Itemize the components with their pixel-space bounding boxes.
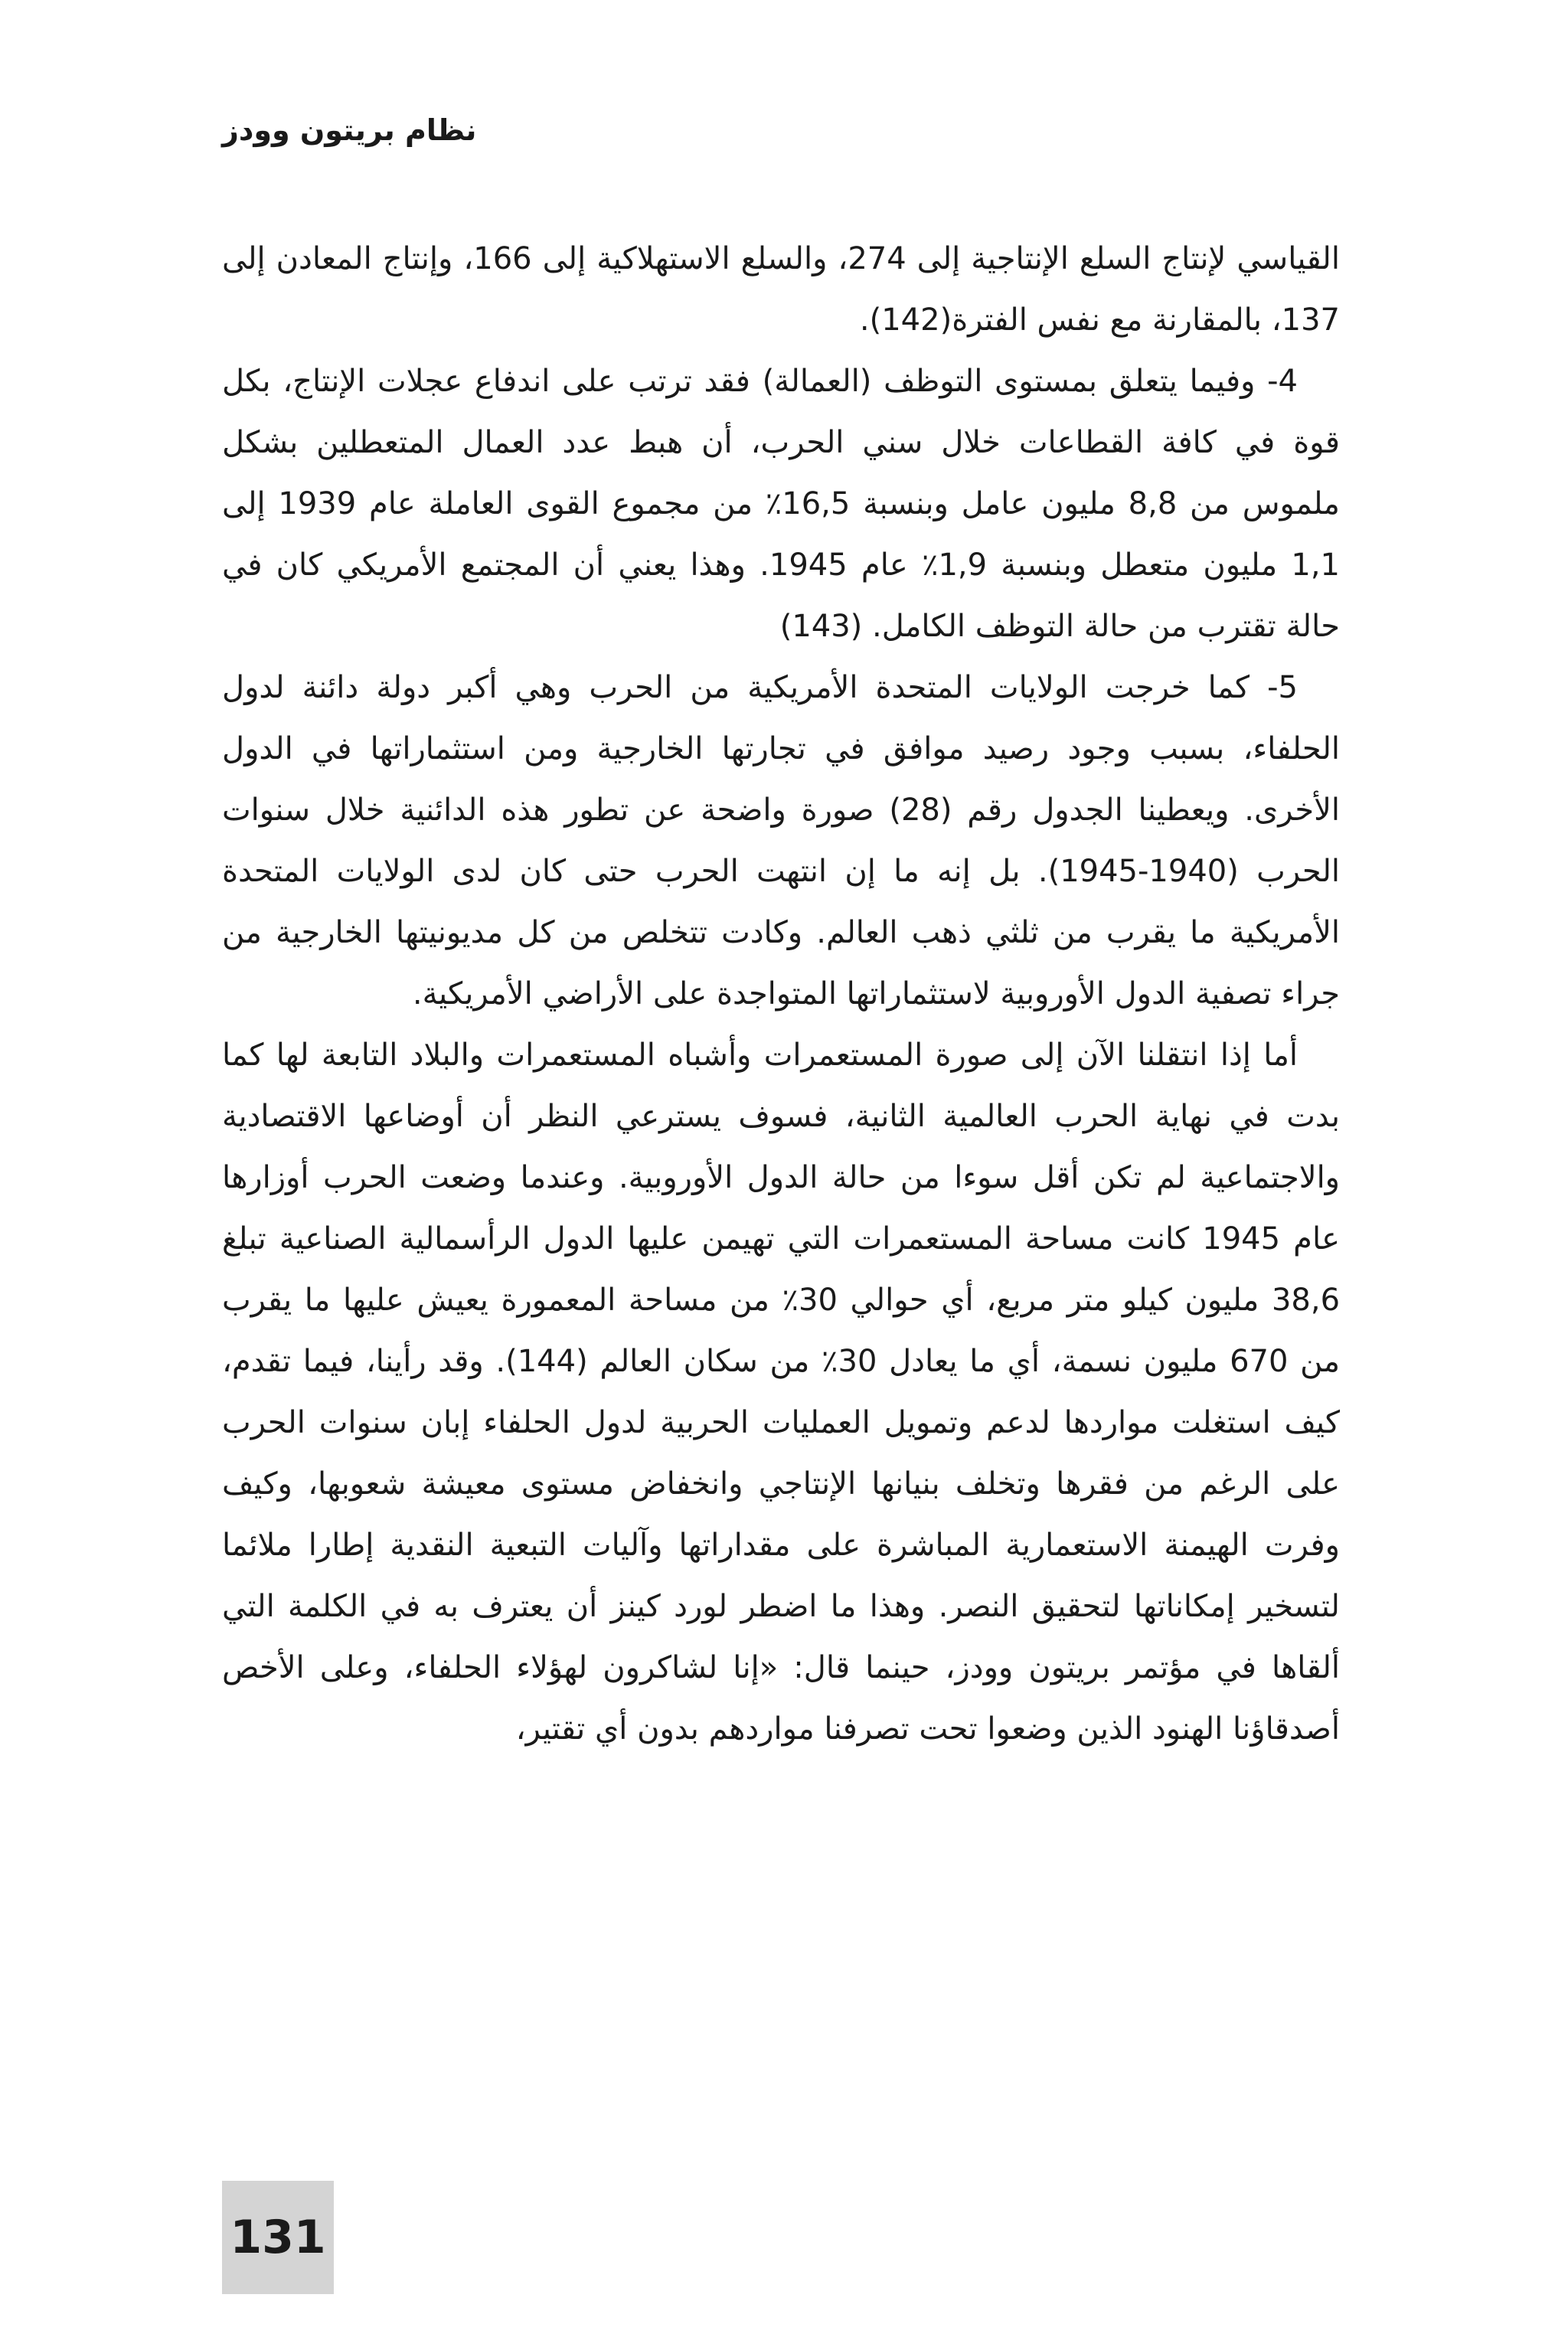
page-number-box [222, 2181, 334, 2294]
paragraph-creditor-status: 5- كما خرجت الولايات المتحدة الأمريكية من الحرب وهي أكبر دولة دائنة لدول الحلفاء، بسبب وجود رصيد موافق في تجارتها الخارجية ومن استثماراتها في الدول الأخرى. ويعطينا الجدول رقم (28) صورة واضحة عن تطور هذه الدائنية خلال سنوات الحرب (1940-1945). بل إنه ما إن انتهت الحرب حتى كان لدى الولايات المتحدة الأمريكية ما يقرب من ثلثي ذهب العالم. وكادت تتخلص من كل مديونيتها الخارجية من جراء تصفية الدول الأوروبية لاستثماراتها المتواجدة على الأراضي الأمريكية. [222, 670, 1340, 1012]
running-header-title: نظام بريتون وودز [222, 113, 477, 147]
page-number: 131 [230, 2211, 326, 2264]
paragraph-employment: 4- وفيما يتعلق بمستوى التوظف (العمالة) فقد ترتب على اندفاع عجلات الإنتاج، بكل قوة في كافة القطاعات خلال سني الحرب، أن هبط عدد العمال المتعطلين بشكل ملموس من 8,8 مليون عامل وبنسبة 16,5٪ من مجموع القوى العاملة عام 1939 إلى 1,1 مليون متعطل وبنسبة 1,9٪ عام 1945. وهذا يعني أن المجتمع الأمريكي كان في حالة تقترب من حالة التوظف الكامل. (143) [222, 364, 1340, 644]
paragraph-colonies: أما إذا انتقلنا الآن إلى صورة المستعمرات وأشباه المستعمرات والبلاد التابعة لها كما بدت في نهاية الحرب العالمية الثانية، فسوف يسترعي النظر أن أوضاعها الاقتصادية والاجتماعية لم تكن أقل سوءا من حالة الدول الأوروبية. وعندما وضعت الحرب أوزارها عام 1945 كانت مساحة المستعمرات التي تهيمن عليها الدول الرأسمالية الصناعية تبلغ 38,6 مليون كيلو متر مربع، أي حوالي 30٪ من مساحة المعمورة يعيش عليها ما يقرب من 670 مليون نسمة، أي ما يعادل 30٪ من سكان العالم (144). وقد رأينا، فيما تقدم، كيف استغلت مواردها لدعم وتمويل العمليات الحربية لدول الحلفاء إبان سنوات الحرب على الرغم من فقرها وتخلف بنيانها الإنتاجي وانخفاض مستوى معيشة شعوبها، وكيف وفرت الهيمنة الاستعمارية المباشرة على مقداراتها وآليات التبعية النقدية إطارا ملائما لتسخير إمكاناتها لتحقيق النصر. وهذا ما اضطر لورد كينز أن يعترف به في الكلمة التي ألقاها في مؤتمر بريتون وودز، حينما قال: «إنا لشاكرون لهؤلاء الحلفاء، وعلى الأخص أصدقاؤنا الهنود الذين وضعوا تحت تصرفنا مواردهم بدون أي تقتير، [222, 1038, 1341, 1747]
body-text [222, 228, 1340, 1760]
paragraph-continuation: القياسي لإنتاج السلع الإنتاجية إلى 274، والسلع الاستهلاكية إلى 166، وإنتاج المعادن إلى 137، بالمقارنة مع نفس الفترة(142). [222, 241, 1340, 338]
